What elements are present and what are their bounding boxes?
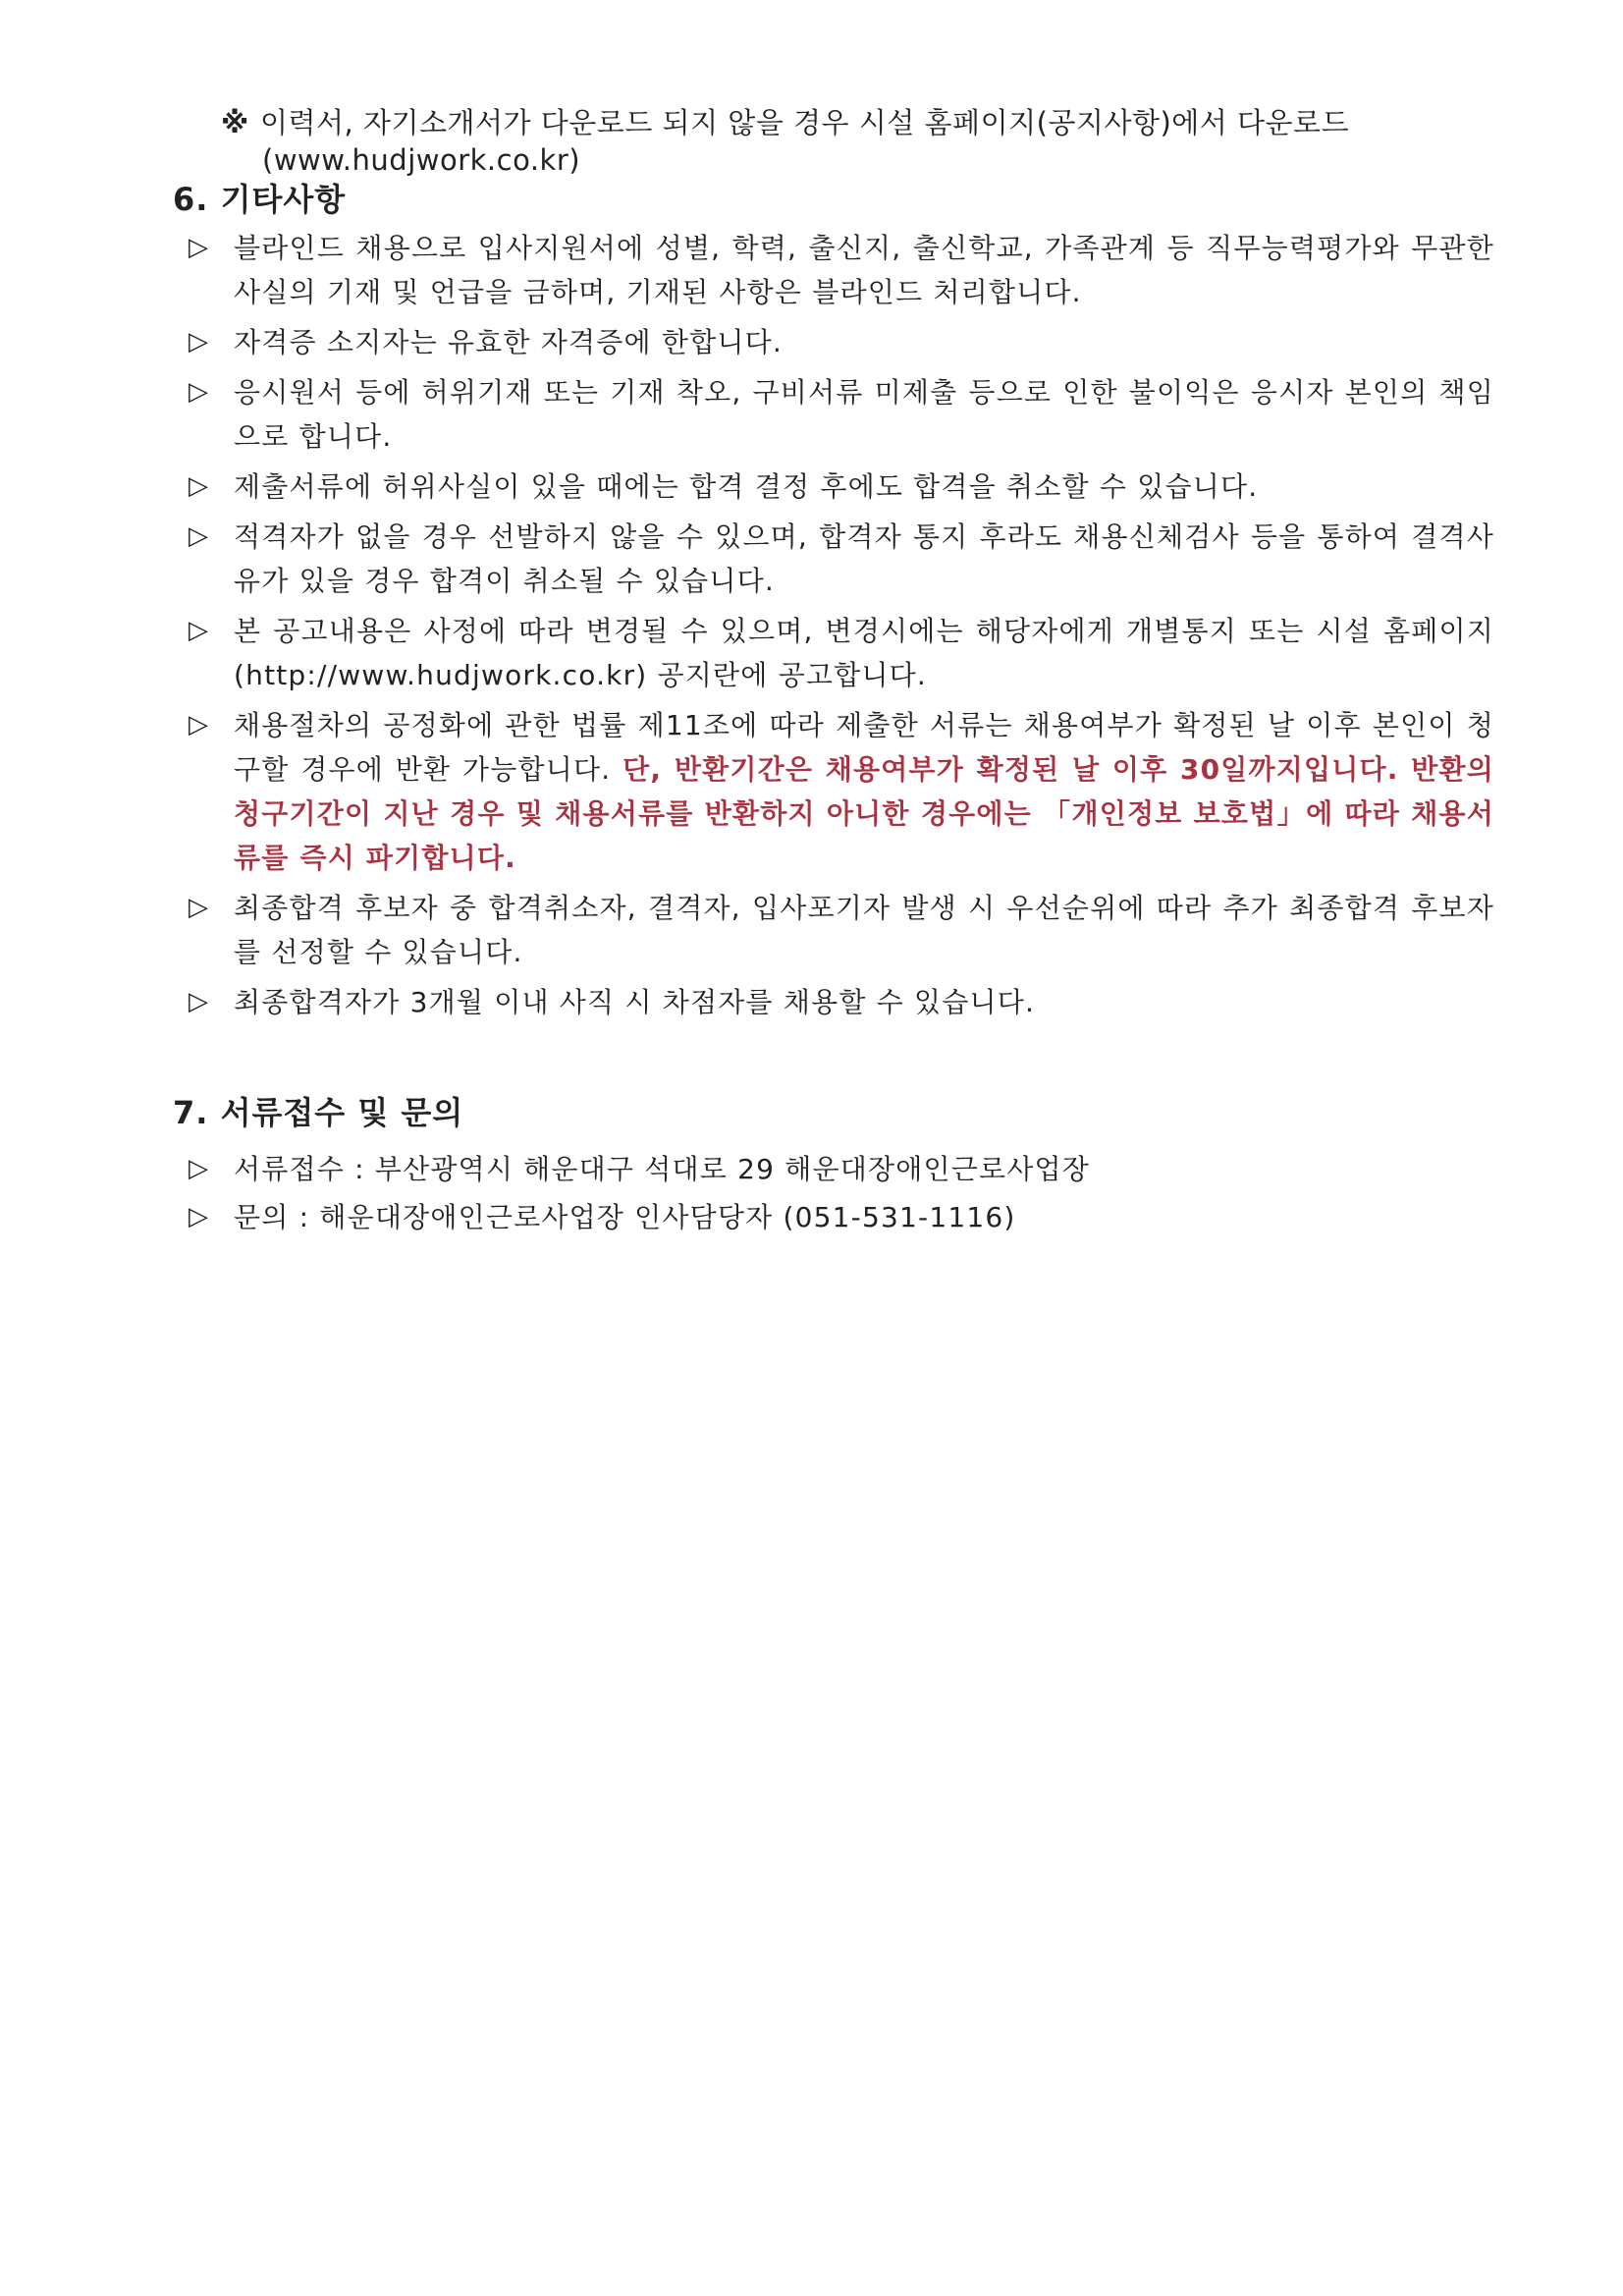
section-6-list [189,226,1494,1030]
bullet-triangle-icon: ▷ [189,377,210,407]
download-note [221,104,1497,179]
download-note-url: (www.hudjwork.co.kr) [262,143,581,177]
list-item-text: 서류접수 : 부산광역시 해운대구 석대로 29 해운대장애인근로사업장 [234,1153,1090,1185]
list-item-text: 문의 : 해운대장애인근로사업장 인사담당자 (051-531-1116) [234,1201,1016,1233]
bullet-triangle-icon: ▷ [189,987,210,1016]
reference-mark-icon: ※ [221,106,249,139]
list-item [189,515,1494,603]
list-item [189,609,1494,697]
list-item-text: 최종합격자가 3개월 이내 사직 시 차점자를 채용할 수 있습니다. [234,986,1036,1018]
list-item [189,980,1494,1024]
list-item-text: 자격증 소지자는 유효한 자격증에 한합니다. [234,326,783,358]
list-item-text: 제출서류에 허위사실이 있을 때에는 합격 결정 후에도 합격을 취소할 수 있습니다. [234,470,1259,503]
list-item [189,465,1494,509]
list-item [189,1195,1494,1239]
list-item [189,1147,1494,1191]
bullet-triangle-icon: ▷ [189,616,210,645]
list-item [189,370,1494,459]
download-note-text: 이력서, 자기소개서가 다운로드 되지 않을 경우 시설 홈페이지(공지사항)에서 다운로드 [260,106,1350,139]
list-item [189,320,1494,364]
bullet-triangle-icon: ▷ [189,327,210,356]
list-item-text: 최종합격 후보자 중 합격취소자, 결격자, 입사포기자 발생 시 우선순위에 따라 추가 최종합격 후보자를 선정할 수 있습니다. [234,892,1494,968]
bullet-triangle-icon: ▷ [189,471,210,501]
section-6-title: 6. 기타사항 [173,181,347,218]
section-7-title: 7. 서류접수 및 문의 [173,1094,464,1131]
list-item-text: 응시원서 등에 허위기재 또는 기재 착오, 구비서류 미제출 등으로 인한 불이익은 응시자 본인의 책임으로 합니다. [234,376,1494,453]
bullet-triangle-icon: ▷ [189,233,210,262]
bullet-triangle-icon: ▷ [189,1202,210,1231]
list-item-text: 본 공고내용은 사정에 따라 변경될 수 있으며, 변경시에는 해당자에게 개별통지 또는 시설 홈페이지(http://www.hudjwork.co.kr) 공지란에 공고합니다. [234,615,1494,691]
bullet-triangle-icon: ▷ [189,1154,210,1183]
bullet-triangle-icon: ▷ [189,893,210,922]
list-item [189,226,1494,314]
highlighted-return-notice: 단, 반환기간은 채용여부가 확정된 날 이후 30일까지입니다. 반환의 청구기간이 지난 경우 및 채용서류를 반환하지 아니한 경우에는 「개인정보 보호법」에 따라 채용서류를 즉시 파기합니다. [234,753,1494,874]
list-item-text: 적격자가 없을 경우 선발하지 않을 수 있으며, 합격자 통지 후라도 채용신체검사 등을 통하여 결격사유가 있을 경우 합격이 취소될 수 있습니다. [234,520,1494,597]
list-item [189,703,1494,880]
bullet-triangle-icon: ▷ [189,710,210,739]
list-item [189,886,1494,974]
section-7-list [189,1147,1494,1245]
list-item-text: 채용절차의 공정화에 관한 법률 제11조에 따라 제출한 서류는 채용여부가 확정된 날 이후 본인이 청구할 경우에 반환 가능합니다. [234,709,1494,786]
bullet-triangle-icon: ▷ [189,521,210,551]
list-item-text: 블라인드 채용으로 입사지원서에 성별, 학력, 출신지, 출신학교, 가족관계 등 직무능력평가와 무관한 사실의 기재 및 언급을 금하며, 기재된 사항은 블라인드 처리합니다. [234,232,1494,308]
